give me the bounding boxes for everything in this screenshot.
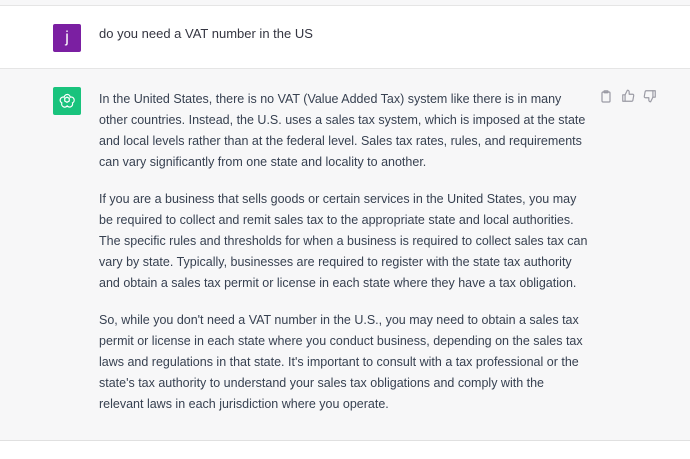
message-actions (599, 89, 657, 103)
copy-button[interactable] (599, 89, 613, 103)
user-message-text: do you need a VAT number in the US (99, 26, 313, 41)
assistant-avatar (53, 87, 81, 115)
copy-icon (600, 90, 612, 103)
thumbs-down-icon (643, 89, 657, 103)
thumbs-up-button[interactable] (621, 89, 635, 103)
assistant-message-text (99, 89, 591, 431)
user-avatar: j (53, 24, 81, 52)
user-message-row (0, 6, 690, 69)
thumbs-down-button[interactable] (643, 89, 657, 103)
openai-logo-icon (58, 92, 76, 110)
assistant-message-row (0, 69, 690, 441)
assistant-paragraph-3: So, while you don't need a VAT number in the U.S., you may need to obtain a sales tax permit or license in each state where you conduct business, depending on the sales tax laws and regulations in that state. It's important to consult with a tax professional or the state's tax authority to understand your sales tax obligations and comply with the relevant laws in each jurisdiction where you operate. (99, 313, 583, 411)
assistant-paragraph-1: In the United States, there is no VAT (Value Added Tax) system like there is in many other countries. Instead, the U.S. uses a sales tax system, which is imposed at the state and local levels rather than at the federal level. Sales tax rates, rules, and requirements can vary significantly from one state and locality to another. (99, 92, 586, 169)
assistant-paragraph-2: If you are a business that sells goods or certain services in the United States, you may be required to collect and remit sales tax to the appropriate state and local authorities. The specific rules and thresholds for when a business is required to collect sales tax can vary by state. Typically, businesses are required to register with the state tax authority and obtain a sales tax permit or license in each state where they have a tax obligation. (99, 192, 588, 290)
bottom-area (0, 441, 690, 459)
thumbs-up-icon (621, 89, 635, 103)
